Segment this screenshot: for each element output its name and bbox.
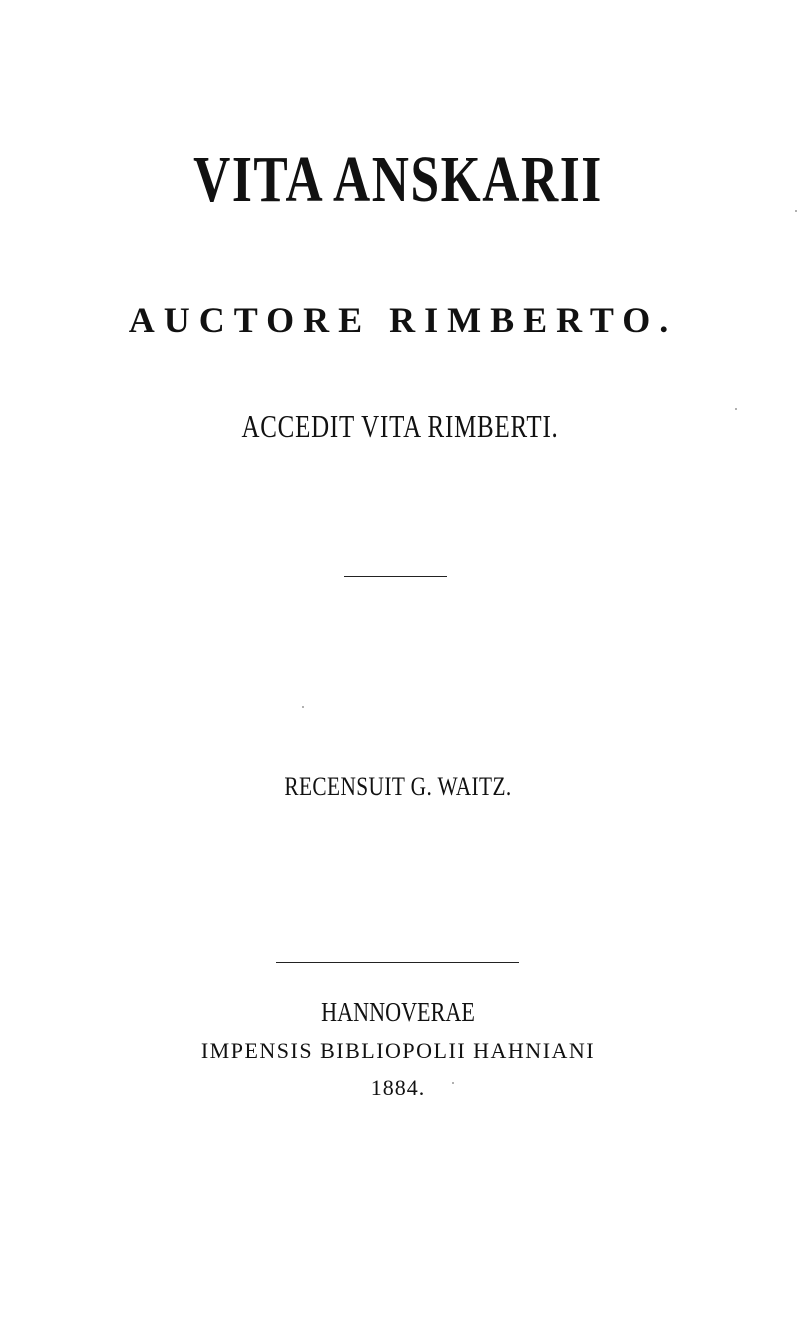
- book-title: VITA ANSKARII: [193, 143, 603, 216]
- long-divider: [276, 962, 519, 963]
- paper-speck: [302, 706, 304, 708]
- paper-speck: [452, 1082, 454, 1084]
- book-subtitle: AUCTORE RIMBERTO.: [128, 300, 678, 340]
- imprint-city: HANNOVERAE: [321, 997, 475, 1027]
- short-divider: [344, 576, 447, 577]
- paper-speck: [795, 210, 797, 212]
- imprint-publisher: IMPENSIS BIBLIOPOLII HAHNIANI: [200, 1038, 596, 1063]
- editor-credit: RECENSUIT G. WAITZ.: [284, 772, 512, 801]
- supplement-note: ACCEDIT VITA RIMBERTI.: [241, 408, 559, 444]
- paper-speck: [735, 408, 737, 410]
- imprint-year: 1884.: [370, 1075, 426, 1100]
